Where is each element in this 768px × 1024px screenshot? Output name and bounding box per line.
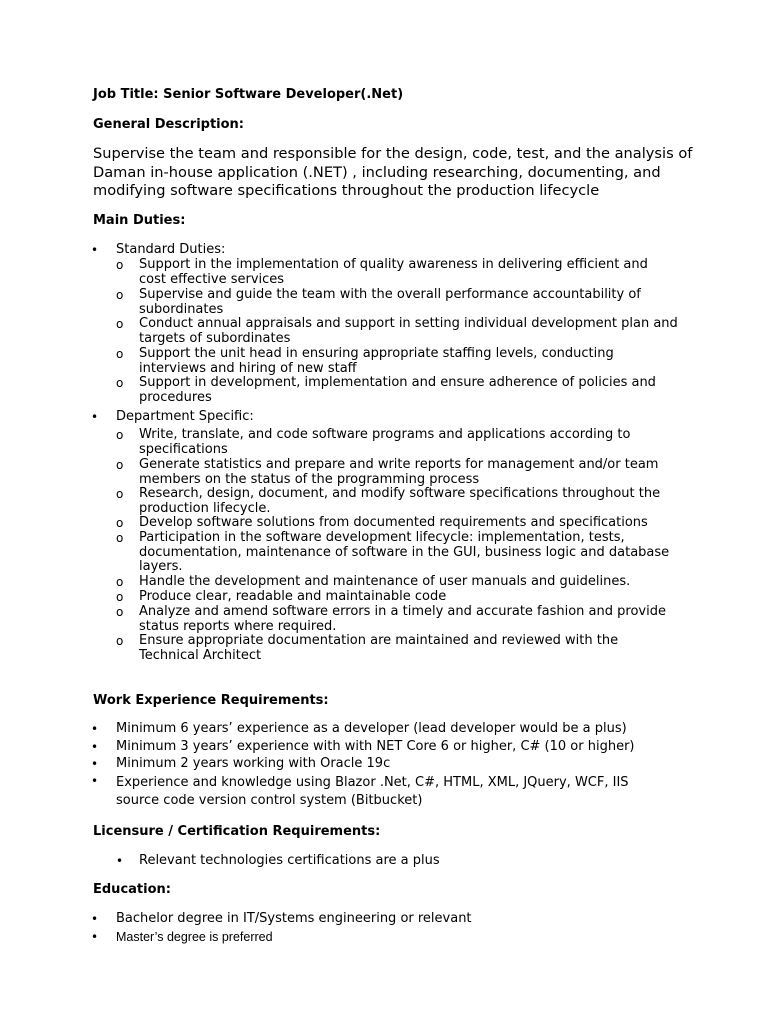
- licensure-heading: Licensure / Certification Requirements:: [93, 824, 381, 839]
- sub-bullet-icon: o: [116, 258, 124, 272]
- bullet-icon: •: [91, 774, 99, 788]
- sub-bullet-icon: o: [116, 347, 124, 361]
- work-experience-item: Minimum 3 years’ experience with with NET Core 6 or higher, C# (10 or higher): [116, 739, 635, 754]
- licensure-item: Relevant technologies certifications are a plus: [139, 853, 440, 868]
- department-duty-item: Ensure appropriate documentation are maintained and reviewed with the Technical Architect: [139, 633, 619, 663]
- department-duty-item: Generate statistics and prepare and write reports for management and/or team members on the status of the programming process: [139, 457, 659, 487]
- sub-bullet-icon: o: [116, 590, 124, 604]
- work-experience-item: Minimum 6 years’ experience as a developer (lead developer would be a plus): [116, 721, 627, 736]
- department-specific-label: Department Specific:: [116, 409, 254, 424]
- bullet-icon: •: [91, 410, 99, 424]
- bullet-icon: •: [91, 757, 99, 771]
- standard-duties-label: Standard Duties:: [116, 242, 226, 257]
- bullet-icon: •: [116, 854, 124, 868]
- general-description-text: Supervise the team and responsible for the design, code, test, and the analysis of Daman in-house application (.NET) , including researching, documenting, and modifying software specifications throughout the production lifecycle: [93, 145, 693, 199]
- bullet-icon: •: [91, 243, 99, 257]
- department-duty-item: Produce clear, readable and maintainable code: [139, 589, 447, 604]
- standard-duty-item: Support in the implementation of quality awareness in delivering efficient and cost effective services: [139, 257, 648, 287]
- department-duty-item: Handle the development and maintenance of user manuals and guidelines.: [139, 574, 631, 589]
- department-duty-item: Research, design, document, and modify software specifications throughout the production lifecycle.: [139, 486, 661, 516]
- work-experience-heading: Work Experience Requirements:: [93, 693, 329, 708]
- bullet-icon: •: [91, 912, 99, 926]
- education-item: Master’s degree is preferred: [116, 930, 273, 944]
- sub-bullet-icon: o: [116, 487, 124, 501]
- sub-bullet-icon: o: [116, 605, 124, 619]
- sub-bullet-icon: o: [116, 428, 124, 442]
- bullet-icon: •: [91, 722, 99, 736]
- work-experience-item: Minimum 2 years working with Oracle 19c: [116, 756, 391, 771]
- department-duty-item: Analyze and amend software errors in a timely and accurate fashion and provide status reports where required.: [139, 604, 666, 634]
- sub-bullet-icon: o: [116, 288, 124, 302]
- main-duties-heading: Main Duties:: [93, 213, 186, 228]
- standard-duty-item: Support in development, implementation and ensure adherence of policies and procedures: [139, 375, 656, 405]
- sub-bullet-icon: o: [116, 516, 124, 530]
- sub-bullet-icon: o: [116, 317, 124, 331]
- job-title: Job Title: Senior Software Developer(.Net): [93, 87, 404, 102]
- sub-bullet-icon: o: [116, 458, 124, 472]
- standard-duty-item: Support the unit head in ensuring appropriate staffing levels, conducting interviews and hiring of new staff: [139, 346, 614, 376]
- sub-bullet-icon: o: [116, 634, 124, 648]
- department-duty-item: Write, translate, and code software programs and applications according to specifications: [139, 427, 631, 457]
- education-heading: Education:: [93, 882, 171, 897]
- standard-duty-item: Supervise and guide the team with the overall performance accountability of subordinates: [139, 287, 641, 317]
- standard-duty-item: Conduct annual appraisals and support in setting individual development plan and targets of subordinates: [139, 316, 678, 346]
- sub-bullet-icon: o: [116, 376, 124, 390]
- department-duty-item: Participation in the software development lifecycle: implementation, tests, documentation, maintenance of software in the GUI, business logic and database layers.: [139, 530, 670, 575]
- education-item: Bachelor degree in IT/Systems engineering or relevant: [116, 911, 472, 926]
- department-duty-item: Develop software solutions from documented requirements and specifications: [139, 515, 648, 530]
- sub-bullet-icon: o: [116, 531, 124, 545]
- bullet-icon: •: [91, 930, 99, 944]
- sub-bullet-icon: o: [116, 575, 124, 589]
- work-experience-item: Experience and knowledge using Blazor .Net, C#, HTML, XML, JQuery, WCF, IIS source code version control system (Bitbucket): [116, 775, 629, 808]
- bullet-icon: •: [91, 740, 99, 754]
- general-description-heading: General Description:: [93, 117, 245, 132]
